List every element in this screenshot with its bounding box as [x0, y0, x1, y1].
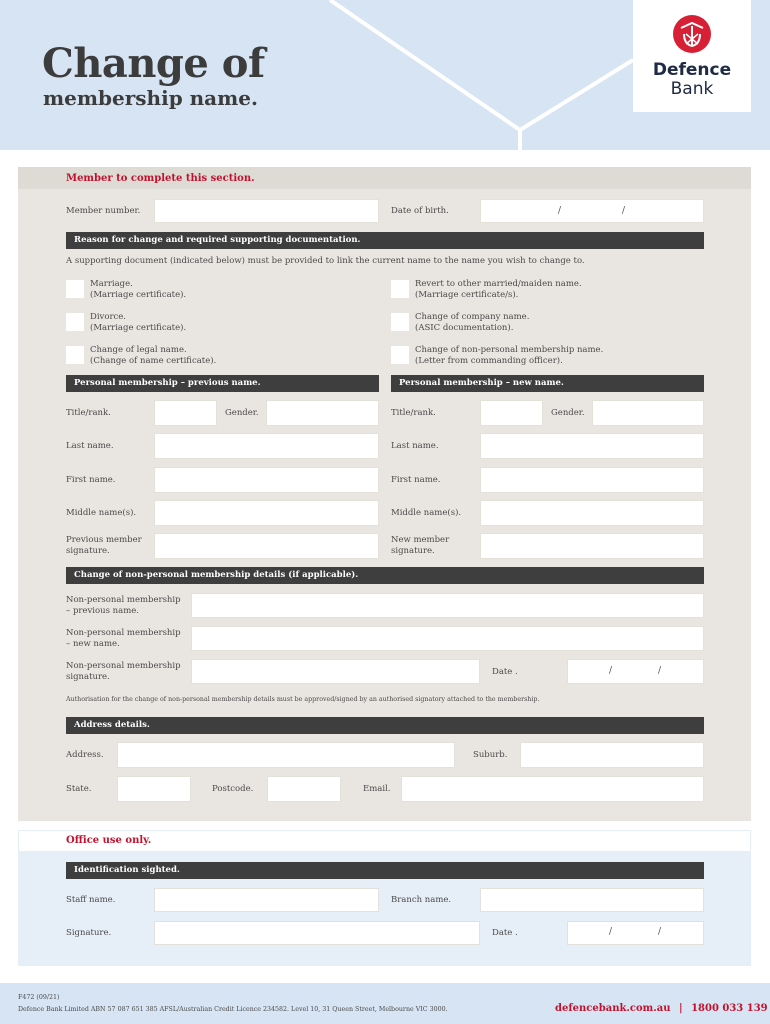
reason-option-non-personal: Change of non-personal membership name. (Letter from commanding officer).	[415, 345, 604, 366]
postcode-field[interactable]	[267, 776, 341, 802]
non-personal-date-label: Date .	[492, 667, 518, 677]
state-field[interactable]	[117, 776, 191, 802]
address-heading: Address details.	[66, 717, 704, 734]
email-label: Email.	[363, 784, 391, 794]
non-personal-heading: Change of non-personal membership details (if applicable).	[66, 567, 704, 584]
new-gender-label: Gender.	[551, 408, 585, 418]
date-slash: /	[658, 927, 662, 937]
non-personal-note: Authorisation for the change of non-personal membership details must be approved/signed by an authorised signatory attached to the membership.	[66, 696, 540, 703]
new-last-name-field[interactable]	[480, 433, 704, 459]
new-middle-names-field[interactable]	[480, 500, 704, 526]
logo-text-bank: Bank	[670, 79, 714, 99]
prev-last-name-label: Last name.	[66, 441, 114, 451]
prev-signature-label: Previous member signature.	[66, 535, 142, 556]
state-label: State.	[66, 784, 92, 794]
office-date-field[interactable]	[567, 921, 704, 945]
non-personal-new-label: Non-personal membership – new name.	[66, 628, 181, 649]
reason-option-marriage: Marriage. (Marriage certificate).	[90, 279, 187, 300]
page-subtitle: membership name.	[43, 86, 258, 110]
prev-middle-names-field[interactable]	[154, 500, 379, 526]
postcode-label: Postcode.	[212, 784, 254, 794]
defence-crest-icon	[672, 14, 712, 54]
dob-label: Date of birth.	[391, 206, 449, 216]
prev-title-rank-field[interactable]	[154, 400, 217, 426]
reason-checkbox-divorce[interactable]	[66, 313, 84, 331]
new-gender-field[interactable]	[592, 400, 704, 426]
reason-checkbox-legal[interactable]	[66, 346, 84, 364]
footer	[0, 983, 770, 1024]
reason-checkbox-marriage[interactable]	[66, 280, 84, 298]
prev-first-name-field[interactable]	[154, 467, 379, 493]
legal-text: Defence Bank Limited ABN 57 087 651 385 AFSL/Australian Credit Licence 234582. Level 10, 31 Queen Street, Melbourne VIC 3000.	[18, 1006, 448, 1013]
office-date-label: Date .	[492, 928, 518, 938]
address-field[interactable]	[117, 742, 455, 768]
new-first-name-field[interactable]	[480, 467, 704, 493]
email-field[interactable]	[401, 776, 704, 802]
suburb-label: Suburb.	[473, 750, 508, 760]
reason-option-divorce: Divorce. (Marriage certificate).	[90, 312, 187, 333]
office-signature-label: Signature.	[66, 928, 112, 938]
dob-field[interactable]	[480, 199, 704, 223]
website-link[interactable]: defencebank.com.au	[555, 1003, 671, 1014]
member-section-title: Member to complete this section.	[66, 173, 255, 184]
new-last-name-label: Last name.	[391, 441, 439, 451]
office-signature-field[interactable]	[154, 921, 480, 945]
member-number-field[interactable]	[154, 199, 379, 223]
prev-first-name-label: First name.	[66, 475, 116, 485]
previous-name-heading: Personal membership – previous name.	[66, 375, 379, 392]
prev-gender-label: Gender.	[225, 408, 259, 418]
member-number-label: Member number.	[66, 206, 141, 216]
defence-bank-logo	[633, 0, 751, 112]
logo-text-defence: Defence	[652, 60, 732, 80]
prev-signature-field[interactable]	[154, 533, 379, 559]
identification-heading: Identification sighted.	[66, 862, 704, 879]
staff-name-label: Staff name.	[66, 895, 116, 905]
prev-middle-names-label: Middle name(s).	[66, 508, 137, 518]
non-personal-previous-label: Non-personal membership – previous name.	[66, 595, 181, 616]
reason-checkbox-non-personal[interactable]	[391, 346, 409, 364]
suburb-field[interactable]	[520, 742, 704, 768]
date-slash: /	[609, 666, 613, 676]
new-title-rank-label: Title/rank.	[391, 408, 436, 418]
header-banner	[0, 0, 770, 150]
reason-option-revert: Revert to other married/maiden name. (Marriage certificate/s).	[415, 279, 582, 300]
new-signature-label: New member signature.	[391, 535, 450, 556]
new-title-rank-field[interactable]	[480, 400, 543, 426]
footer-contact	[555, 1003, 768, 1014]
date-slash: /	[622, 206, 626, 216]
reason-option-legal: Change of legal name. (Change of name certificate).	[90, 345, 217, 366]
new-name-heading: Personal membership – new name.	[391, 375, 704, 392]
new-first-name-label: First name.	[391, 475, 441, 485]
date-slash: /	[658, 666, 662, 676]
office-section-title: Office use only.	[66, 835, 152, 846]
prev-last-name-field[interactable]	[154, 433, 379, 459]
reason-checkbox-company[interactable]	[391, 313, 409, 331]
prev-gender-field[interactable]	[266, 400, 379, 426]
form-code: F472 (09/21)	[18, 994, 60, 1001]
reason-checkbox-revert[interactable]	[391, 280, 409, 298]
reason-heading: Reason for change and required supporting documentation.	[66, 232, 704, 249]
prev-title-rank-label: Title/rank.	[66, 408, 111, 418]
non-personal-previous-field[interactable]	[191, 593, 704, 618]
non-personal-date-field[interactable]	[567, 659, 704, 684]
date-slash: /	[609, 927, 613, 937]
new-middle-names-label: Middle name(s).	[391, 508, 462, 518]
non-personal-signature-label: Non-personal membership signature.	[66, 661, 181, 682]
phone-number[interactable]: 1800 033 139	[691, 1003, 768, 1014]
reason-option-company: Change of company name. (ASIC documentation).	[415, 312, 530, 333]
non-personal-new-field[interactable]	[191, 626, 704, 651]
page-title: Change of	[42, 40, 265, 87]
date-slash: /	[558, 206, 562, 216]
branch-name-label: Branch name.	[391, 895, 452, 905]
non-personal-signature-field[interactable]	[191, 659, 480, 684]
branch-name-field[interactable]	[480, 888, 704, 912]
reason-intro: A supporting document (indicated below) must be provided to link the current name to the name you wish to change to.	[66, 256, 585, 266]
footer-separator: |	[678, 1003, 683, 1014]
staff-name-field[interactable]	[154, 888, 379, 912]
new-signature-field[interactable]	[480, 533, 704, 559]
address-label: Address.	[66, 750, 104, 760]
